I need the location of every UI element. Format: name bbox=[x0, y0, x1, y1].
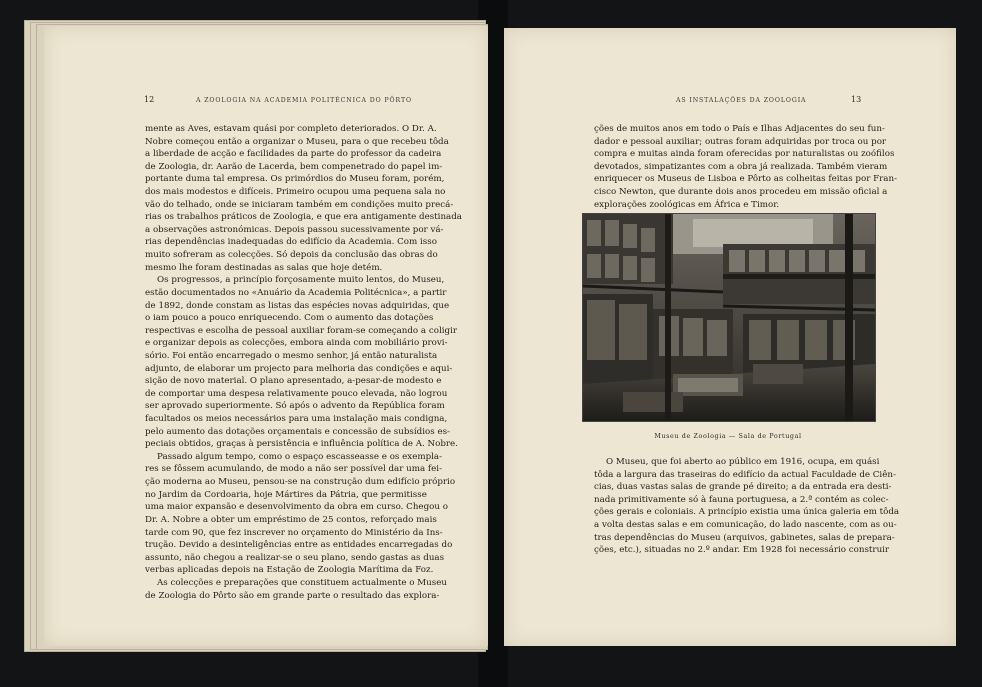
text-line: As colecções e preparações que constituem actualmente o Museu bbox=[157, 577, 447, 588]
text-line: muito sofreram as colecções. Só depois da conclusão das obras do bbox=[145, 250, 438, 261]
text-line: no Jardim da Cordoaria, hoje Mártires da Pátria, que permitisse bbox=[145, 489, 427, 500]
museum-hall-photograph bbox=[582, 213, 876, 422]
text-line: a observações astronómicas. Depois passou sucessivamente por vá- bbox=[145, 224, 444, 235]
text-line: enriquecer os Museus de Lisboa e Pôrto as colheitas feitas por Fran- bbox=[594, 174, 898, 185]
text-line: tôda a largura das traseiras do edifício da actual Faculdade de Ciên- bbox=[594, 469, 896, 480]
text-line: ção moderna ao Museu, pensou-se na construção dum edifício próprio bbox=[145, 477, 456, 488]
text-line: portante duma tal empresa. Os primórdios do Museu foram, porém, bbox=[145, 174, 445, 185]
right-page-number: 13 bbox=[851, 95, 862, 104]
text-line: assunto, não chegou a realizar-se o seu plano, sendo gastas as duas bbox=[145, 552, 445, 563]
left-running-head: A ZOOLOGIA NA ACADEMIA POLITÉCNICA DO PÔRTO bbox=[196, 97, 412, 104]
text-line: peciais obtidos, graças à persistência e influência política de A. Nobre. bbox=[145, 439, 458, 450]
text-line: pelo aumento das dotações orçamentais e concessão de subsídios es- bbox=[145, 426, 450, 437]
text-line: o iam pouco a pouco enriquecendo. Com o aumento das dotações bbox=[145, 313, 434, 324]
text-line: e organizar depois as colecções, embora ainda com mobiliário provi- bbox=[145, 338, 448, 349]
text-line: Dr. A. Nobre a obter um empréstimo de 25 contos, reforçado mais bbox=[145, 514, 437, 525]
right-body-text-top bbox=[594, 123, 898, 211]
text-line: a volta destas salas e em comunicação, do lado nascente, com as ou- bbox=[594, 520, 897, 531]
text-line: explorações zoológicas em África e Timor. bbox=[594, 199, 780, 210]
text-line: ções, etc.), situadas no 2.º andar. Em 1928 foi necessário construir bbox=[594, 545, 890, 556]
left-body-text bbox=[145, 123, 462, 602]
text-line: ções de muitos anos em todo o País e Ilhas Adjacentes do seu fun- bbox=[594, 124, 885, 134]
left-page-number: 12 bbox=[144, 95, 155, 104]
text-line: Nobre começou então a organizar o Museu, para o que recebeu tôda bbox=[145, 136, 449, 147]
text-line: trução. Devido a desinteligências entre as entidades encarregadas do bbox=[145, 540, 453, 551]
text-line: uma maior expansão e desenvolvimento da obra em curso. Chegou o bbox=[145, 502, 448, 513]
text-line: sório. Foi então encarregado o mesmo senhor, já então naturalista bbox=[145, 350, 438, 361]
text-line: facultados os meios necessários para uma instalação mais condigna, bbox=[145, 414, 448, 425]
text-line: compra e muitas ainda foram oferecidas por naturalistas ou zoófilos bbox=[594, 149, 895, 160]
text-line: estão documentados no «Anuário da Academia Politécnica», a partir bbox=[145, 287, 447, 298]
text-line: de Zoologia, dr. Aarão de Lacerda, bem compenetrado do papel im- bbox=[145, 161, 443, 172]
text-line: a liberdade de acção e facilidades da parte do professor da cadeira bbox=[145, 149, 442, 160]
text-line: dos mais modestos e difíceis. Primeiro ocupou uma pequena sala no bbox=[145, 187, 446, 198]
text-line: rias os trabalhos práticos de Zoologia, e que era antigamente destinada bbox=[145, 212, 462, 223]
text-line: mesmo lhe foram destinadas as salas que hoje detém. bbox=[145, 262, 383, 273]
right-body-text-bottom bbox=[594, 456, 900, 557]
text-line: de Zoologia do Pôrto são em grande parte o resultado das explora- bbox=[145, 590, 440, 601]
text-line: sição de novo material. O plano apresentado, a-pesar-de modesto e bbox=[145, 376, 442, 387]
text-line: cias, duas vastas salas de grande pé direito; a da entrada era desti- bbox=[594, 482, 892, 493]
text-line: Os progressos, a princípio forçosamente muito lentos, do Museu, bbox=[157, 275, 445, 286]
photo-caption: Museu de Zoologia — Sala de Portugal bbox=[654, 432, 802, 440]
text-line: ções gerais e coloniais. A princípio existia uma única galeria em tôda bbox=[594, 507, 900, 518]
right-running-head: AS INSTALAÇÕES DA ZOOLOGIA bbox=[676, 97, 807, 104]
text-line: nada primitivamente só à fauna portuguesa, a 2.ª contém as colec- bbox=[594, 494, 889, 505]
text-line: vão do telhado, onde se iniciaram também em condições muito precá- bbox=[145, 199, 454, 210]
text-line: verbas aplicadas depois na Estação de Zoologia Marítima da Foz. bbox=[145, 565, 434, 576]
text-line: de 1892, donde constam as listas das espécies novas adquiridas, que bbox=[145, 300, 450, 311]
text-line: mente as Aves, estavam quási por completo deteriorados. O Dr. A. bbox=[145, 124, 437, 134]
text-line: adjunto, de elaborar um projecto para melhoria das condições e aqui- bbox=[145, 363, 453, 374]
text-line: de comportar uma despesa relativamente pouco elevada, não logrou bbox=[145, 388, 448, 399]
text-line: cisco Newton, que durante dois anos procedeu em missão oficial a bbox=[594, 187, 888, 198]
text-line: rias dependências inadequadas do edifício da Academia. Com isso bbox=[145, 237, 437, 248]
text-line: Passado algum tempo, como o espaço escasseasse e os exempla- bbox=[157, 451, 443, 462]
text-line: devotados, simpatizantes com a obra já realizada. Também vieram bbox=[594, 161, 888, 172]
text-line: ser aprovado superiormente. Só após o advento da República foram bbox=[145, 401, 445, 412]
text-line: O Museu, que foi aberto ao público em 1916, ocupa, em quási bbox=[606, 457, 880, 467]
text-line: tras dependências do Museu (arquivos, gabinetes, salas de prepara- bbox=[594, 532, 895, 543]
text-line: res se fôssem acumulando, de modo a não ser possível dar uma fei- bbox=[145, 464, 442, 475]
text-line: respectivas e escolha de pessoal auxiliar foram-se começando a coligir bbox=[145, 325, 458, 336]
text-line: tarde com 90, que fez inscrever no orçamento do Ministério da Ins- bbox=[145, 527, 443, 538]
text-line: dador e pessoal auxiliar; outras foram adquiridas por troca ou por bbox=[594, 136, 887, 147]
